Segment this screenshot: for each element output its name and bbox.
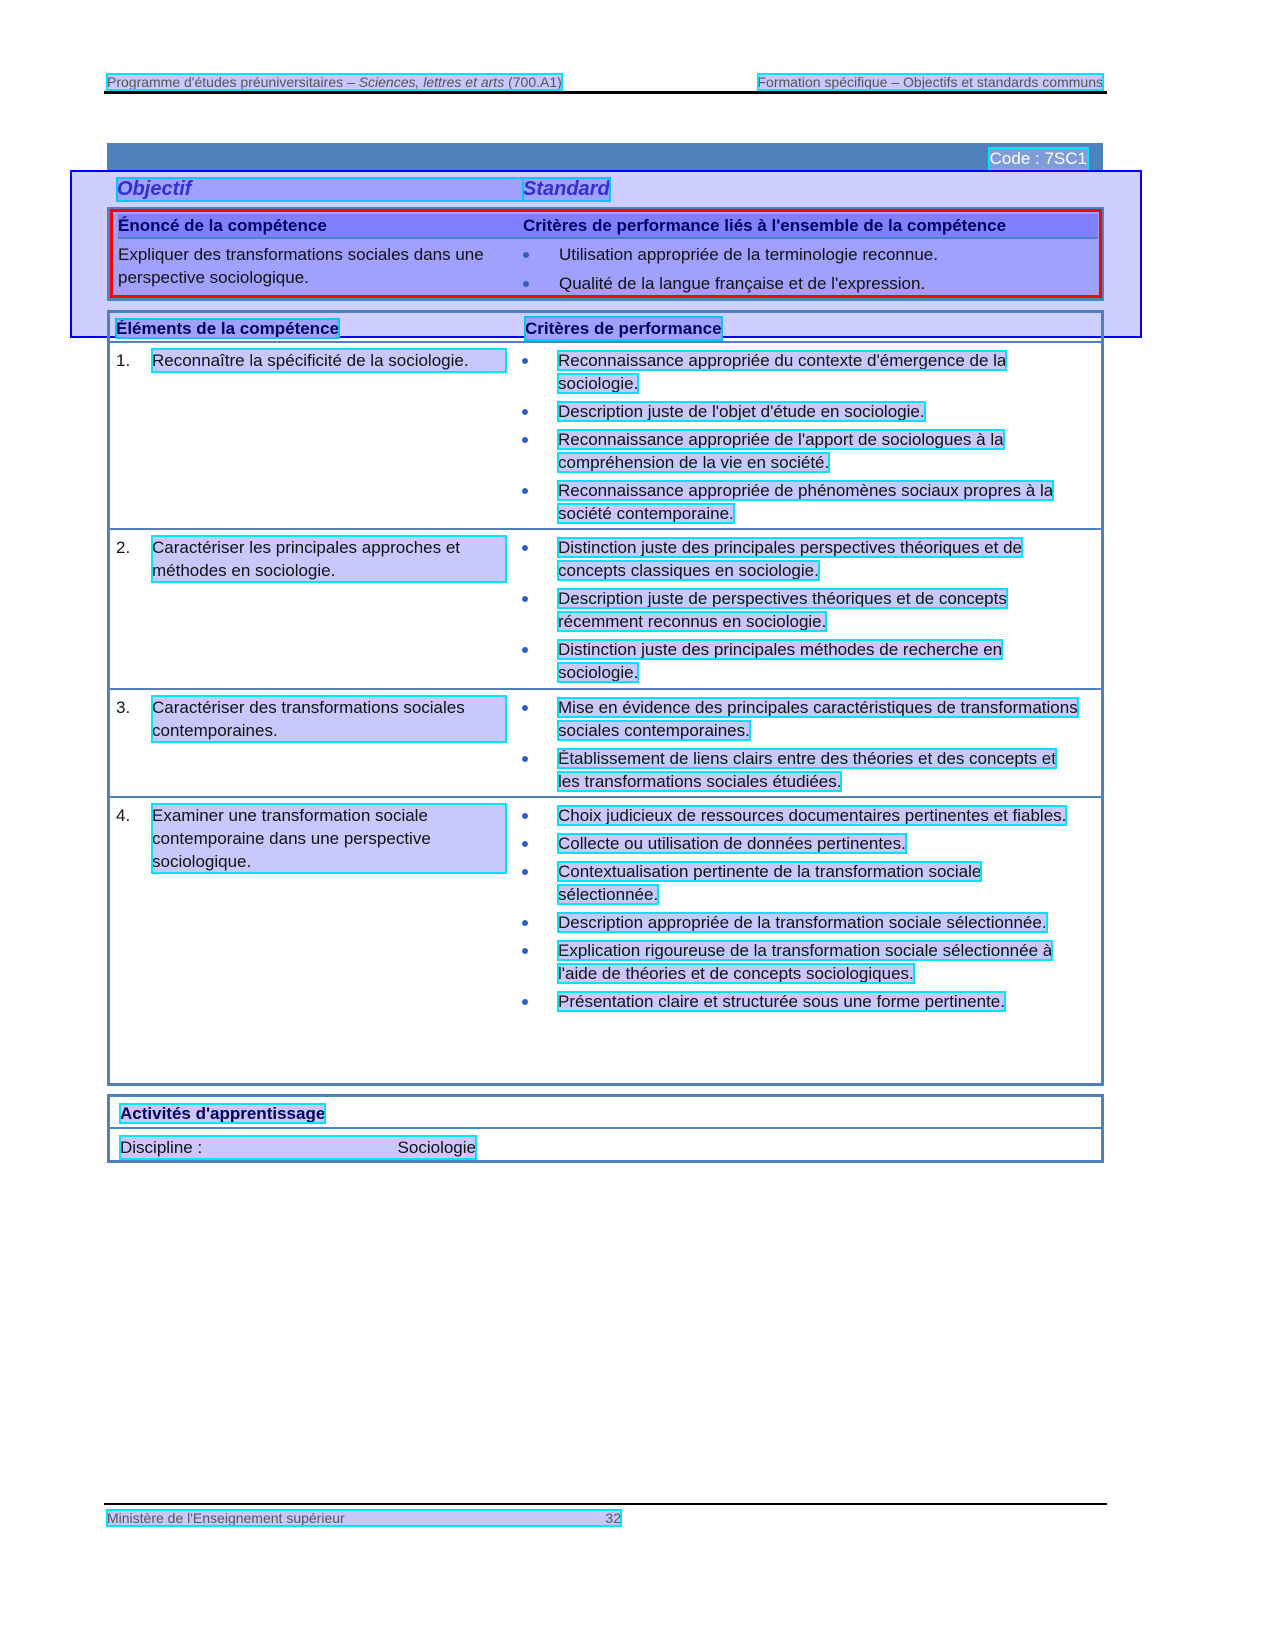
element-number: 2. [116,538,131,557]
criterion-text: Choix judicieux de ressources documentaires pertinentes et fiables. [558,806,1067,825]
criterion-text: Description appropriée de la transformation sociale sélectionnée. [558,913,1047,932]
bullet-icon [522,409,528,415]
competence-heading: Énoncé de la compétence [118,216,327,235]
criterion-item [522,638,1082,684]
criterion-item [522,804,1082,827]
criterion-text: Établissement de liens clairs entre des théories et des concepts et les transformations sociales étudiées. [558,749,1056,791]
element-row [110,528,1101,688]
criterion-item [522,990,1082,1013]
criterion-item [522,587,1082,633]
criterion-item [522,911,1082,934]
criterion-item [522,536,1082,582]
course-code: Code : 7SC1 [989,149,1087,168]
criterion-item [522,349,1082,395]
bullet-icon [522,545,528,551]
criterion-text: Explication rigoureuse de la transformation sociale sélectionnée à l'aide de théories et de concepts sociologiques. [558,941,1053,983]
discipline-row [120,1136,476,1159]
criterion-text: Reconnaissance appropriée de phénomènes sociaux propres à la société contemporaine. [558,481,1054,523]
criterion-text: Distinction juste des principales perspectives théoriques et de concepts classiques en sociologie. [558,538,1022,580]
bullet-icon [522,488,528,494]
bullet-icon [522,647,528,653]
element-text: Reconnaître la spécificité de la sociologie. [152,349,506,372]
criterion-text: Mise en évidence des principales caractéristiques de transformations sociales contemporaines. [558,698,1078,740]
bullet-icon [522,756,528,762]
bullet-icon [522,437,528,443]
criterion-text: Présentation claire et structurée sous une forme pertinente. [558,992,1005,1011]
bullet-icon [522,813,528,819]
criterion-text: Description juste de l'objet d'étude en sociologie. [558,402,925,421]
standard-label: Standard [523,178,610,200]
bullet-icon [522,948,528,954]
element-row [110,341,1101,528]
code-bar [107,143,1103,171]
activities-heading: Activités d'apprentissage [120,1104,326,1123]
objectif-label: Objectif [117,178,523,201]
page-number: 32 [605,1510,621,1526]
criterion-text: Reconnaissance appropriée du contexte d'émergence de la sociologie. [558,351,1007,393]
criterion-text: Distinction juste des principales méthodes de recherche en sociologie. [558,640,1003,682]
element-number: 3. [116,698,131,717]
page-footer [107,1510,621,1526]
discipline-value: Sociologie [397,1138,476,1157]
criteres-heading: Critères de performance [525,319,722,338]
bullet-icon [522,705,528,711]
competence-statement: Expliquer des transformations sociales dans une perspective sociologique. [118,245,484,287]
criterion-text: Reconnaissance appropriée de l'apport de sociologues à la compréhension de la vie en société. [558,430,1004,472]
elements-heading: Éléments de la compétence [116,319,339,338]
element-text: Caractériser des transformations sociales contemporaines. [152,696,506,742]
footer-ministry: Ministère de l'Enseignement supérieur [107,1510,345,1526]
bullet-icon [522,999,528,1005]
element-text: Caractériser les principales approches et méthodes en sociologie. [152,536,506,582]
highlight-box [110,209,1102,298]
footer-divider [104,1503,1107,1505]
criterion-text: Collecte ou utilisation de données pertinentes. [558,834,906,853]
criterion-item [522,400,1082,423]
criterion-item [522,696,1082,742]
page-header [107,74,1103,90]
bullet-icon [522,869,528,875]
criterion-item [522,860,1082,906]
bullet-icon [522,920,528,926]
element-number: 1. [116,351,131,370]
elements-table [107,310,1104,1086]
criterion-text: Qualité de la langue française et de l'expression. [559,274,926,293]
header-divider [104,91,1107,94]
discipline-label: Discipline : [120,1138,203,1157]
element-row [110,796,1101,1080]
header-section: Formation spécifique – Objectifs et standards communs [757,74,1103,90]
criterion-item [522,479,1082,525]
element-number: 4. [116,806,131,825]
criterion-item [522,832,1082,855]
bullet-icon [522,841,528,847]
element-text: Examiner une transformation sociale contemporaine dans une perspective sociologique. [152,804,506,873]
criterion-text: Description juste de perspectives théoriques et de concepts récemment reconnus en sociologie. [558,589,1007,631]
activities-table [107,1094,1104,1163]
criterion-item [522,747,1082,793]
criterion-item [522,939,1082,985]
bullet-icon [522,358,528,364]
criterion-text: Utilisation appropriée de la terminologie reconnue. [559,245,938,264]
criteria-global-heading: Critères de performance liés à l'ensemble de la compétence [523,216,1007,235]
bullet-icon [522,596,528,602]
header-program: Programme d'études préuniversitaires – Sciences, lettres et arts (700.A1) [107,74,562,90]
criterion-text: Contextualisation pertinente de la transformation sociale sélectionnée. [558,862,982,904]
element-row [110,688,1101,796]
criterion-item [522,428,1082,474]
